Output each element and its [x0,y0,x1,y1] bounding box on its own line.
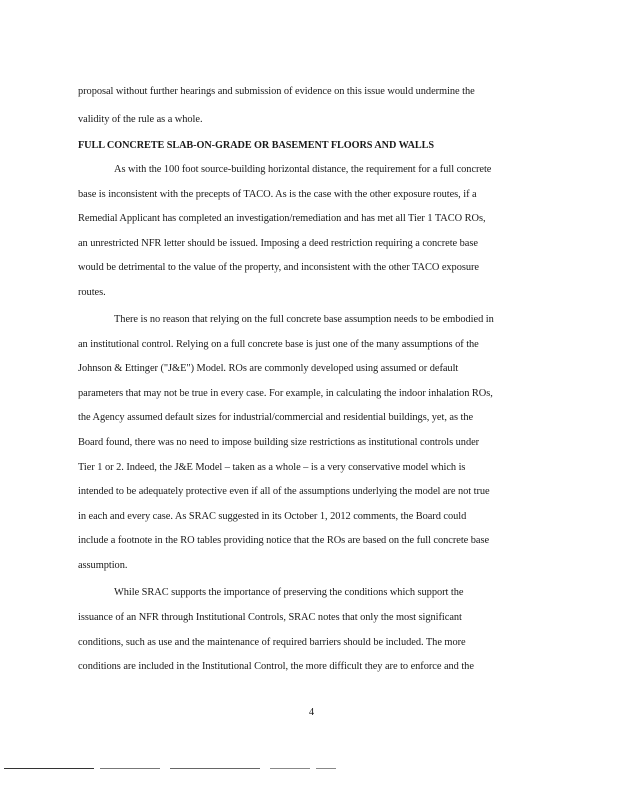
text-line: parameters that may not be true in every case. For example, in calculating the indoor inhalation ROs, [78,388,493,399]
text-line: Johnson & Ettinger ("J&E") Model. ROs are commonly developed using assumed or default [78,363,459,374]
text-line: intended to be adequately protective even if all of the assumptions underlying the model are not true [78,486,490,497]
text-line: Tier 1 or 2. Indeed, the J&E Model – taken as a whole – is a very conservative model which is [78,462,466,473]
text-line: conditions are included in the Institutional Control, the more difficult they are to enforce and the [78,661,474,672]
text-line: While SRAC supports the importance of preserving the conditions which support the [114,587,464,598]
text-line: the Agency assumed default sizes for industrial/commercial and residential buildings, yet, as the [78,412,474,423]
scan-artifact-line [4,768,94,769]
section-heading: FULL CONCRETE SLAB-ON-GRADE OR BASEMENT FLOORS AND WALLS [78,140,434,151]
text-line: Remedial Applicant has completed an investigation/remediation and has met all Tier 1 TACO ROs, [78,213,486,224]
text-line: conditions, such as use and the maintenance of required barriers should be included. The more [78,637,466,648]
scan-artifact-line [316,768,336,769]
text-line: There is no reason that relying on the full concrete base assumption needs to be embodied in [114,314,494,325]
text-line: would be detrimental to the value of the property, and inconsistent with the other TACO exposure [78,262,479,273]
text-line: Board found, there was no need to impose building size restrictions as institutional controls under [78,437,480,448]
scan-artifact-line [170,768,260,769]
text-line: validity of the rule as a whole. [78,114,203,125]
text-line: in each and every case. As SRAC suggested in its October 1, 2012 comments, the Board could [78,511,467,522]
text-line: base is inconsistent with the precepts of TACO. As is the case with the other exposure routes, if a [78,189,477,200]
text-line: As with the 100 foot source-building horizontal distance, the requirement for a full concrete [114,164,492,175]
text-line: issuance of an NFR through Institutional Controls, SRAC notes that only the most significant [78,612,462,623]
text-line: an unrestricted NFR letter should be issued. Imposing a deed restriction requiring a concrete base [78,238,478,249]
page-number: 4 [308,707,315,718]
text-line: assumption. [78,560,128,571]
text-line: proposal without further hearings and submission of evidence on this issue would undermine the [78,86,475,97]
scan-artifact-line [100,768,160,769]
scan-artifact-line [270,768,310,769]
text-line: include a footnote in the RO tables providing notice that the ROs are based on the full concrete base [78,535,490,546]
text-line: an institutional control. Relying on a full concrete base is just one of the many assumptions of the [78,339,479,350]
text-line: routes. [78,287,106,298]
